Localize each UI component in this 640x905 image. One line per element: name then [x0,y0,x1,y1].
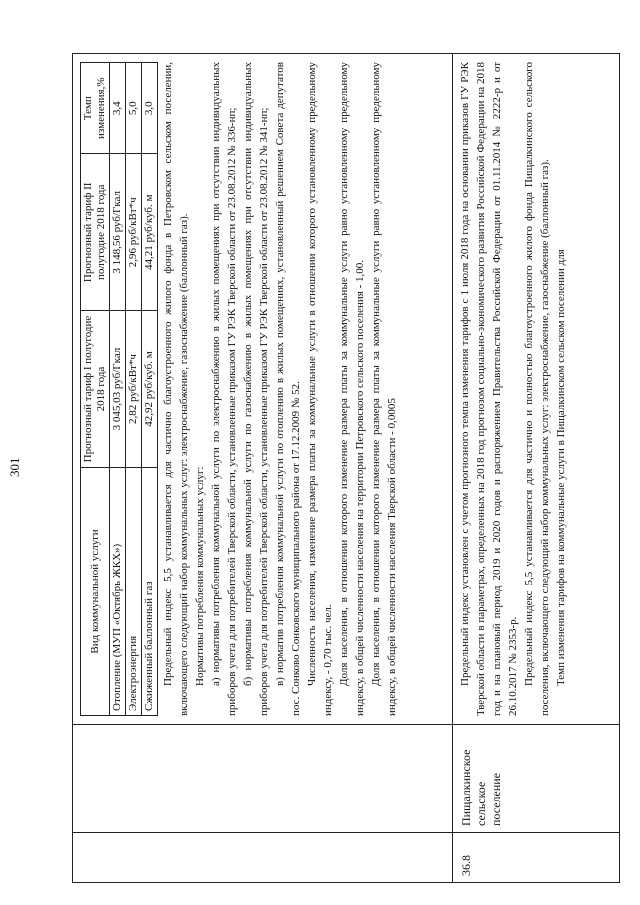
settlement-cell [73,725,452,833]
tariff-table-header: Вид коммунальной услуги Прогнозный тариф I полугодие 2018 года Прогнозный тариф II полугодие 2018 года Темп изменения,% [81,63,110,716]
row-number-cell: 36.8 [453,833,619,883]
paragraph: Предельный индекс 5,5 устанавливается для частично благоустроенного жилого фонда в Петровском сельском поселении, включающего следующий набор коммунальных услуг: электроснабжение, газоснабжение (баллонный газ). [162,62,190,716]
content-cell [73,53,452,725]
table-row [72,53,452,883]
paragraph: Предельный индекс установлен с учетом прогнозного темпа изменения тарифов с 1 июля 2018 года на основании приказов ГУ РЭК Тверской области в параметрах, определенных на 2018 год прогнозом социально-экономического развития Российской Федерации на 2018 год и на плановый период 2019 и 2020 годов и распоряжением Правительства Российской Федерации от 01.11.2014 № 2222-р и от 26.10.2017 № 2353-р. [459,62,519,716]
tariff-table [80,62,158,716]
paragraph: б) нормативы потребления коммунальной услуги по газоснабжению в жилых помещениях при отсутствии индивидуальных приборов учета для потребителей Тверской области, установленные приказом ГУ РЭК Тверской области от 23.08.2012 № 341-нп; [242,62,270,716]
paragraph: Доля населения, в отношении которого изменение размера платы за коммунальные услуги равно установленному предельному индексу, в общей численности населения Тверской области - 0,0005 [370,62,398,716]
settlement-cell: Пищалкинское сельское поселение [453,725,619,833]
document-table [72,53,620,883]
paragraph: Численность населения, изменение размера платы за коммунальные услуги в отношении которого установленному предельному индексу, - 0,70 тыс. чел. [306,62,334,716]
paragraph: Нормативы потребления коммунальных услуг: [194,466,206,686]
paragraph: Доля населения, в отношении которого изменение размера платы за коммунальные услуги равно установленному предельному индексу, в общей численности населения на территории Петровского сельского поселения - 1,00. [338,62,366,716]
paragraph: Предельный индекс 5,5 устанавливается для частично и полностью благоустроенного жилого фонда Пищалкинского сельского поселения, включающего следующий набор коммунальных услуг: электроснабжение, газоснабжение (баллонный газ). [523,62,551,716]
page-number: 301 [7,457,22,477]
paragraph: Темп изменения тарифов на коммунальные услуги в Пищалкинском сельском поселении для [555,249,567,686]
content-cell [453,53,619,725]
table-row [452,53,620,883]
tariff-table-row: Электроэнергия 2,82 руб/кВт*ч 2,96 руб/кВт*ч 5,0 [126,63,142,716]
tariff-table-row: Сжиженный баллонный газ 42,92 руб/куб. м 44,21 руб/куб. м 3,0 [142,63,158,716]
tariff-table-row: Отопление (МУП «Октябрь ЖКХ») 3 045,03 руб/Гкал 3 148,56 руб/Гкал 3,4 [110,63,126,716]
paragraph: в) норматив потребления коммунальной услуги по отоплению в жилых помещениях, установленный решением Совета депутатов пос. Сонково Сонковского муниципального района от 17.12.2009 № 52. [274,62,302,716]
paragraph: а) нормативы потребления коммунальной услуги по электроснабжению в жилых помещениях при отсутствии индивидуальных приборов учета для потребителей Тверской области, установленные приказом ГУ РЭК Тверской области от 23.08.2012 № 336-нп; [210,62,238,716]
row-number-cell [73,833,452,883]
